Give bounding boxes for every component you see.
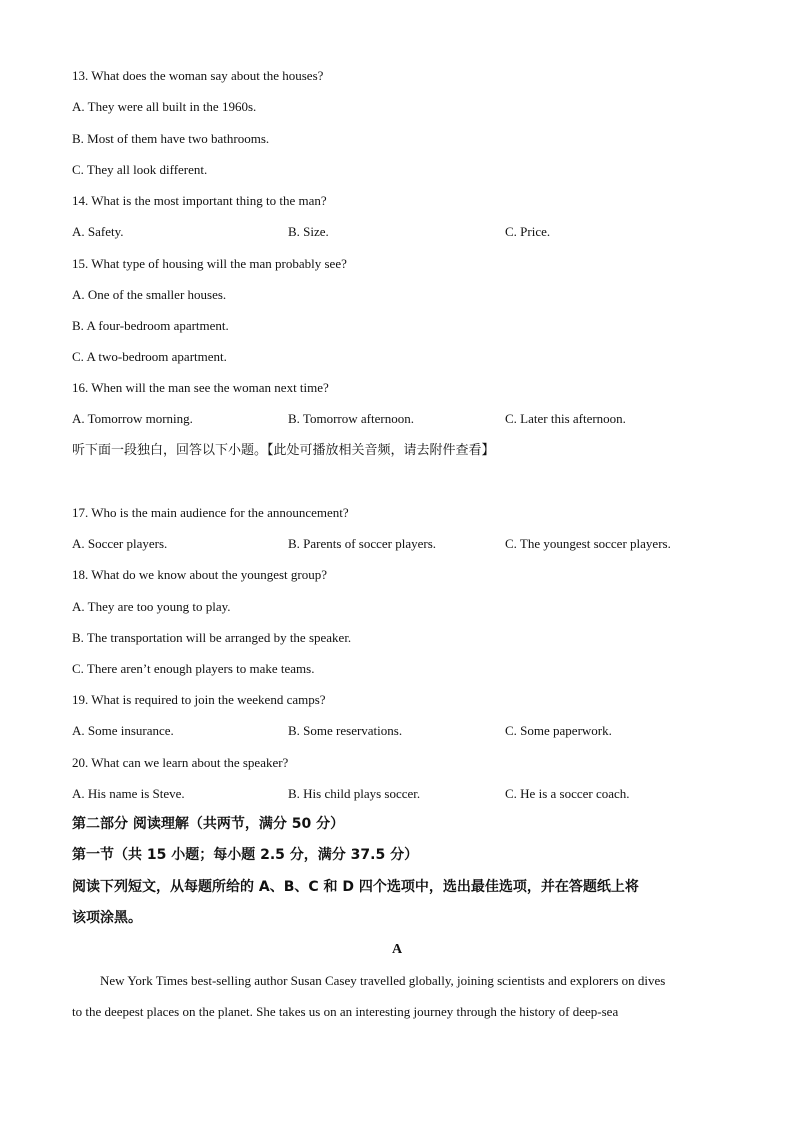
q17-option-b: B. Parents of soccer players. <box>288 536 437 551</box>
q20-option-a: A. His name is Steve. <box>72 786 185 801</box>
question-19: 19. What is required to join the weekend camps? <box>72 692 326 707</box>
section1-heading: 第一节（共 15 小题；每小题 2.5 分，满分 37.5 分） <box>72 847 419 863</box>
q13-option-c: C. They all look different. <box>72 162 208 177</box>
passage-line-1: New York Times best-selling author Susan Casey travelled globally, joining scientists and explorers on dives <box>100 973 666 988</box>
instructions-line-1: 阅读下列短文，从每题所给的 A、B、C 和 D 四个选项中，选出最佳选项，并在答题纸上将 <box>72 879 639 895</box>
question-13: 13. What does the woman say about the houses? <box>72 68 324 83</box>
q19-option-b: B. Some reservations. <box>288 723 403 738</box>
question-16: 16. When will the man see the woman next time? <box>72 380 329 395</box>
q16-option-a: A. Tomorrow morning. <box>72 411 193 426</box>
q13-option-a: A. They were all built in the 1960s. <box>72 99 257 114</box>
question-14: 14. What is the most important thing to the man? <box>72 193 327 208</box>
passage-label: A <box>391 942 403 957</box>
q15-option-b: B. A four-bedroom apartment. <box>72 318 229 333</box>
instructions-line-2: 该项涂黑。 <box>72 910 142 926</box>
q13-option-b: B. Most of them have two bathrooms. <box>72 131 270 146</box>
q15-option-c: C. A two-bedroom apartment. <box>72 349 227 364</box>
q19-option-c: C. Some paperwork. <box>505 723 612 738</box>
q14-option-c: C. Price. <box>505 224 551 239</box>
q17-option-a: A. Soccer players. <box>72 536 168 551</box>
q14-option-b: B. Size. <box>288 224 329 239</box>
q20-option-b: B. His child plays soccer. <box>288 786 421 801</box>
question-20: 20. What can we learn about the speaker? <box>72 755 289 770</box>
monologue-instruction: 听下面一段独白，回答以下小题。【此处可播放相关音频，请去附件查看】 <box>72 443 495 458</box>
q18-option-b: B. The transportation will be arranged by the speaker. <box>72 630 352 645</box>
q18-option-a: A. They are too young to play. <box>72 599 231 614</box>
q14-option-a: A. Safety. <box>72 224 124 239</box>
q16-option-c: C. Later this afternoon. <box>505 411 626 426</box>
question-17: 17. Who is the main audience for the announcement? <box>72 505 349 520</box>
part2-heading: 第二部分 阅读理解（共两节，满分 50 分） <box>72 816 345 832</box>
question-15: 15. What type of housing will the man probably see? <box>72 256 347 271</box>
q20-option-c: C. He is a soccer coach. <box>505 786 630 801</box>
q17-option-c: C. The youngest soccer players. <box>505 536 671 551</box>
q16-option-b: B. Tomorrow afternoon. <box>288 411 414 426</box>
q15-option-a: A. One of the smaller houses. <box>72 287 227 302</box>
question-18: 18. What do we know about the youngest group? <box>72 567 328 582</box>
passage-line-2: to the deepest places on the planet. She takes us on an interesting journey through the history of deep-sea <box>72 1004 619 1019</box>
q19-option-a: A. Some insurance. <box>72 723 174 738</box>
q18-option-c: C. There aren’t enough players to make teams. <box>72 661 315 676</box>
